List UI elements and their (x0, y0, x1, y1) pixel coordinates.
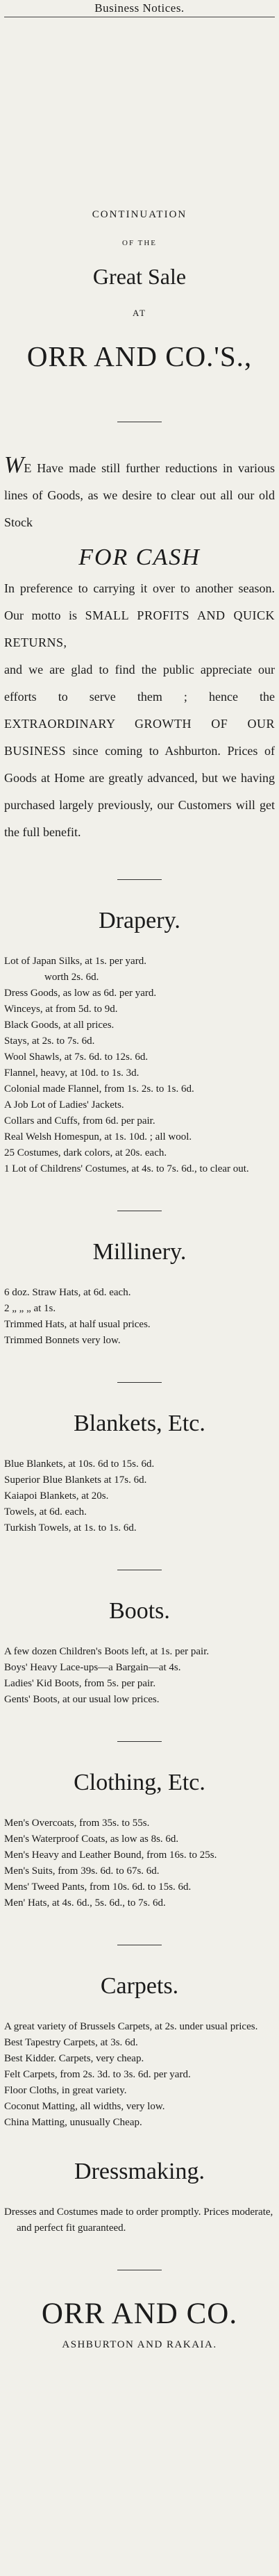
footer-firm-name: ORR AND CO. (41, 2297, 238, 2330)
list-item: Real Welsh Homespun, at 1s. 10d. ; all wool. (4, 1131, 192, 1142)
millinery-heading: Millinery. (92, 1239, 187, 1265)
list-item: Men's Overcoats, from 35s. to 55s. (4, 1818, 150, 1829)
list-item: Stays, at 2s. to 7s. 6d. (4, 1036, 95, 1047)
clothing-heading: Clothing, Etc. (74, 1770, 205, 1795)
list-item: Towels, at 6d. each. (4, 1506, 87, 1518)
at-text: AT (133, 308, 146, 318)
motto-paragraph (4, 575, 275, 656)
list-item: Winceys, at from 5d. to 9d. (4, 1004, 118, 1015)
growth-intro: and we are glad to find the public appreciate our efforts to serve them ; hence the (4, 663, 275, 704)
list-item: Men's Waterproof Coats, as low as 8s. 6d. (4, 1834, 179, 1845)
carpets-list (4, 2019, 275, 2131)
list-item: Men's Suits, from 39s. 6d. to 67s. 6d. (4, 1865, 160, 1877)
list-item: Ladies' Kid Boots, from 5s. per pair. (4, 1678, 156, 1689)
carpets-heading: Carpets. (100, 1973, 179, 1999)
list-item: worth 2s. 6d. (44, 972, 99, 983)
boots-list (4, 1644, 275, 1708)
list-item: Gents' Boots, at our usual low prices. (4, 1694, 160, 1705)
list-item: Flannel, heavy, at 10d. to 1s. 3d. (4, 1067, 140, 1079)
list-item: Mens' Tweed Pants, from 10s. 6d. to 15s. 6d. (4, 1881, 192, 1893)
blankets-list (4, 1456, 275, 1536)
list-item: Best Kidder. Carpets, very cheap. (4, 2053, 144, 2064)
drapery-list (4, 954, 275, 1177)
great-sale-heading: Great Sale (92, 264, 187, 289)
list-item: Blue Blankets, at 10s. 6d to 15s. 6d. (4, 1459, 155, 1470)
list-item: Best Tapestry Carpets, at 3s. 6d. (4, 2037, 138, 2048)
for-cash-heading: FOR CASH (78, 545, 201, 570)
blankets-heading: Blankets, Etc. (74, 1411, 205, 1436)
motto-intro: In preference to carrying it over to another season. Our motto is (4, 581, 275, 622)
list-item: Trimmed Hats, at half usual prices. (4, 1319, 151, 1330)
growth-paragraph (4, 656, 275, 846)
millinery-list (4, 1285, 275, 1349)
dressmaking-list (4, 2204, 275, 2236)
divider-rule (117, 879, 162, 880)
list-item: Felt Carpets, from 2s. 3d. to 3s. 6d. per yard. (4, 2069, 191, 2080)
section-header: Business Notices. (4, 0, 275, 17)
list-item: Lot of Japan Silks, at 1s. per yard. (4, 956, 146, 967)
list-item: Trimmed Bonnets very low. (4, 1335, 121, 1346)
list-item: 6 doz. Straw Hats, at 6d. each. (4, 1287, 131, 1298)
list-item: Men' Hats, at 4s. 6d., 5s. 6d., to 7s. 6d. (4, 1897, 166, 1909)
clothing-list (4, 1815, 275, 1911)
list-item: Colonial made Flannel, from 1s. 2s. to 1s. 6d. (4, 1083, 194, 1095)
list-item: 2 „ „ „ at 1s. (4, 1303, 56, 1314)
drop-cap: W (4, 452, 24, 478)
list-item: China Matting, unusually Cheap. (4, 2117, 142, 2128)
list-item: Black Goods, at all prices. (4, 1020, 115, 1031)
list-item: Dress Goods, as low as 6d. per yard. (4, 988, 157, 999)
footer-location: ASHBURTON AND RAKAIA. (62, 2339, 217, 2350)
list-item: Boys' Heavy Lace-ups—a Bargain—at 4s. (4, 1662, 181, 1673)
list-item: Collars and Cuffs, from 6d. per pair. (4, 1115, 155, 1127)
list-item: Superior Blue Blankets at 17s. 6d. (4, 1474, 147, 1486)
firm-name-heading: ORR AND CO.'S., (26, 340, 253, 372)
boots-heading: Boots. (109, 1598, 170, 1624)
continuation-heading: CONTINUATION (92, 209, 187, 220)
divider-rule (117, 1741, 162, 1742)
intro-text: E Have made still further reductions in various lines of Goods, as we desire to clear out all our old Stock (4, 461, 275, 529)
dressmaking-heading: Dressmaking. (74, 2159, 205, 2184)
list-item: 25 Costumes, dark colors, at 20s. each. (4, 1147, 167, 1158)
divider-rule (117, 1382, 162, 1383)
growth-emphasis: EXTRAORDINARY GROWTH OF OUR BUSINESS (4, 717, 275, 758)
motto-text: SMALL PROFITS AND QUICK RETURNS, (4, 608, 275, 649)
of-the-text: OF THE (122, 239, 157, 247)
list-item: A few dozen Children's Boots left, at 1s. per pair. (4, 1646, 210, 1657)
list-item: 1 Lot of Childrens' Costumes, at 4s. to 7s. 6d., to clear out. (4, 1163, 249, 1174)
list-item: Men's Heavy and Leather Bound, from 16s. to 25s. (4, 1850, 217, 1861)
list-item: Dresses and Costumes made to order promptly. Prices moderate, and perfect fit guaranteed. (4, 2207, 273, 2234)
drapery-heading: Drapery. (99, 908, 180, 933)
list-item: Floor Cloths, in great variety. (4, 2085, 127, 2096)
list-item: A Job Lot of Ladies' Jackets. (4, 1099, 124, 1111)
list-item: Coconut Matting, all widths, very low. (4, 2101, 165, 2112)
list-item: Turkish Towels, at 1s. to 1s. 6d. (4, 1522, 137, 1534)
intro-paragraph (4, 451, 275, 536)
list-item: A great variety of Brussels Carpets, at 2s. under usual prices. (4, 2021, 258, 2032)
list-item: Kaiapoi Blankets, at 20s. (4, 1490, 109, 1502)
growth-rest: since coming to Ashburton. Prices of Goods at Home are greatly advanced, but we having purchased largely previously, our Customers will get the full benefit. (4, 744, 276, 839)
list-item: Wool Shawls, at 7s. 6d. to 12s. 6d. (4, 1052, 149, 1063)
